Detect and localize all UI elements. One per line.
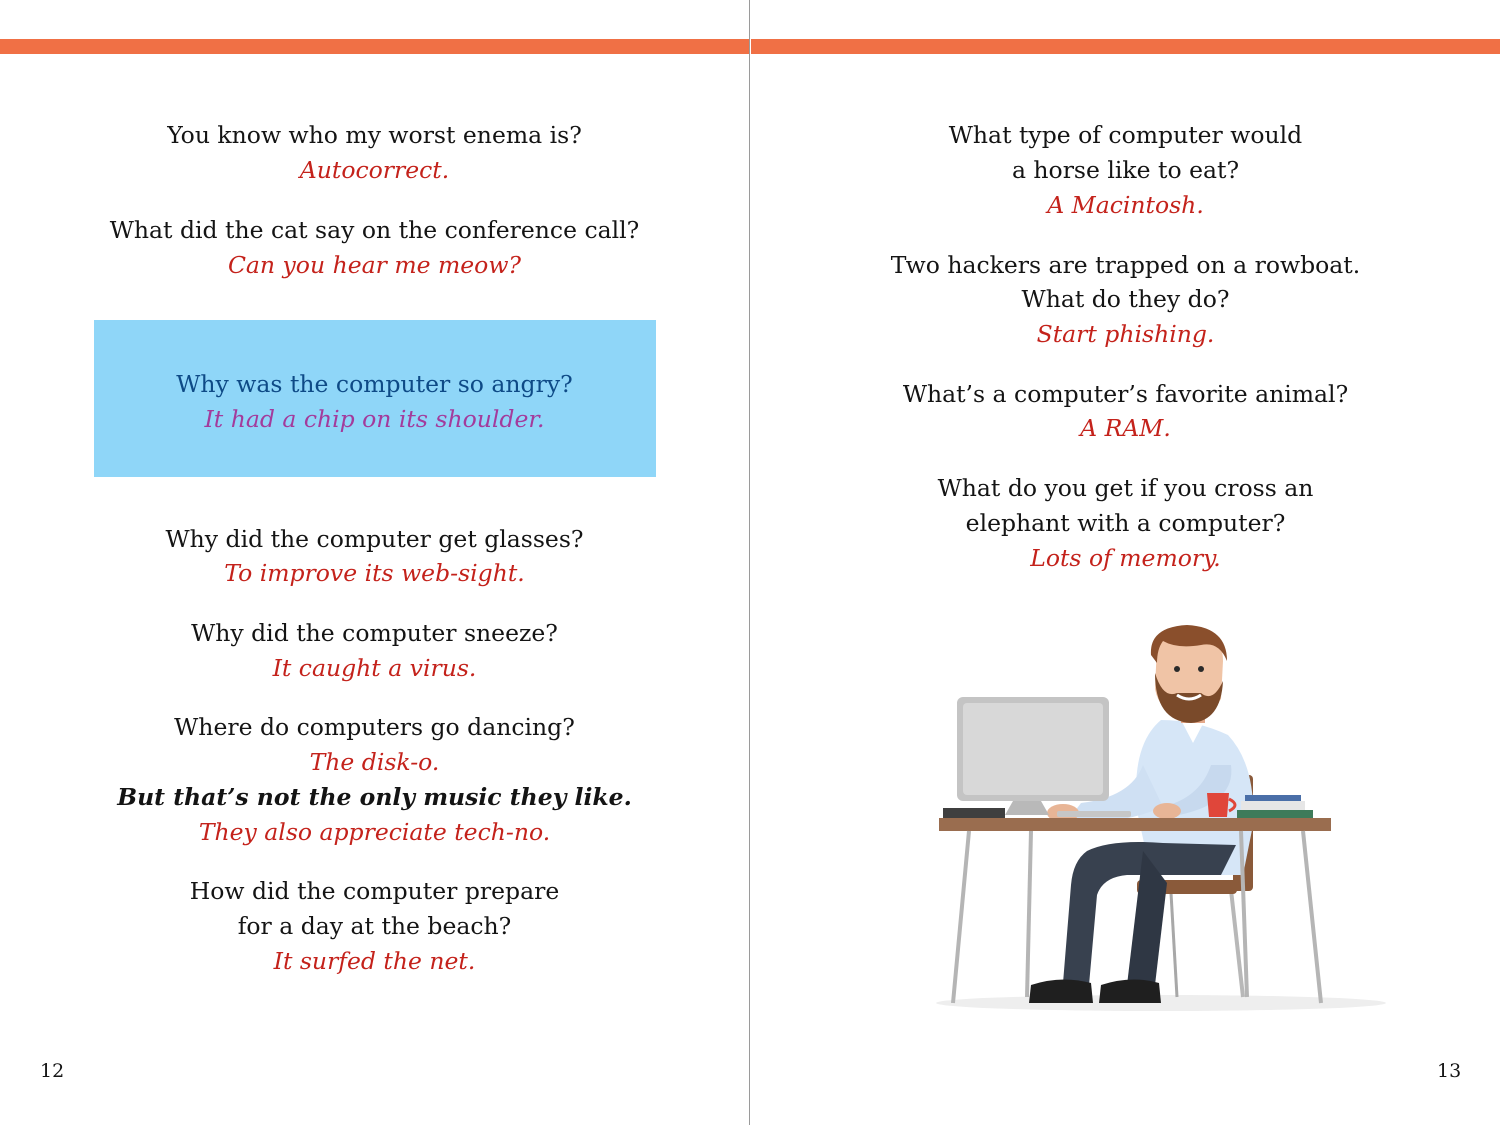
- joke-question: Two hackers are trapped on a rowboat.: [890, 251, 1361, 279]
- joke-question: a horse like to eat?: [1011, 156, 1240, 184]
- joke-answer: It surfed the net.: [273, 947, 476, 975]
- joke-answer: Can you hear me meow?: [227, 251, 522, 279]
- eye: [1198, 666, 1204, 672]
- desk-leg: [953, 831, 969, 1003]
- page-number: 12: [40, 1060, 65, 1082]
- joke-answer: They also appreciate tech-no.: [198, 818, 551, 846]
- eye: [1174, 666, 1180, 672]
- joke-answer: A Macintosh.: [1047, 191, 1204, 219]
- joke-answer: To improve its web-sight.: [224, 559, 525, 587]
- joke-answer: A RAM.: [1080, 414, 1171, 442]
- book: [1237, 810, 1313, 818]
- highlight-answer: It had a chip on its shoulder.: [204, 405, 545, 433]
- book-stack: [943, 808, 1005, 818]
- joke-question: What type of computer would: [948, 121, 1303, 149]
- book: [1245, 795, 1301, 801]
- joke-question: What’s a computer’s favorite animal?: [902, 380, 1349, 408]
- man-at-computer-illustration: [931, 625, 1391, 1020]
- chair-leg: [1231, 890, 1243, 997]
- left-page: [0, 0, 749, 1125]
- book: [1241, 801, 1305, 810]
- mug: [1207, 793, 1229, 817]
- joke-answer: Start phishing.: [1036, 320, 1215, 348]
- joke-answer: It caught a virus.: [272, 654, 477, 682]
- joke-question: Why did the computer get glasses?: [165, 525, 584, 553]
- joke-answer: Autocorrect.: [299, 156, 450, 184]
- joke-question: elephant with a computer?: [965, 509, 1286, 537]
- desk-top: [939, 818, 1331, 831]
- highlight-question: Why was the computer so angry?: [176, 370, 573, 398]
- top-accent-band: [751, 39, 1500, 54]
- joke-question: What do they do?: [1021, 285, 1230, 313]
- joke-followup: But that’s not the only music they like.: [117, 783, 632, 811]
- desk-leg: [1027, 831, 1031, 997]
- book-spine: [749, 0, 750, 1125]
- joke-question: You know who my worst enema is?: [167, 121, 582, 149]
- monitor-shell: [963, 703, 1103, 795]
- shoe: [1099, 979, 1161, 1003]
- joke-answer: The disk-o.: [309, 748, 440, 776]
- top-accent-band: [0, 39, 749, 54]
- chair-leg: [1171, 893, 1177, 997]
- joke-answer: Lots of memory.: [1030, 544, 1221, 572]
- monitor-stand: [1005, 801, 1049, 815]
- page-number: 13: [1437, 1060, 1462, 1082]
- hand: [1153, 803, 1181, 819]
- joke-question: What did the cat say on the conference call?: [109, 216, 640, 244]
- joke-question: for a day at the beach?: [237, 912, 512, 940]
- joke-question: Where do computers go dancing?: [174, 713, 575, 741]
- desk-leg: [1303, 831, 1321, 1003]
- joke-question: What do you get if you cross an: [937, 474, 1314, 502]
- right-page: [751, 0, 1500, 1125]
- shoe: [1029, 979, 1093, 1003]
- keyboard: [1057, 811, 1131, 817]
- joke-question: Why did the computer sneeze?: [191, 619, 558, 647]
- joke-question: How did the computer prepare: [189, 877, 560, 905]
